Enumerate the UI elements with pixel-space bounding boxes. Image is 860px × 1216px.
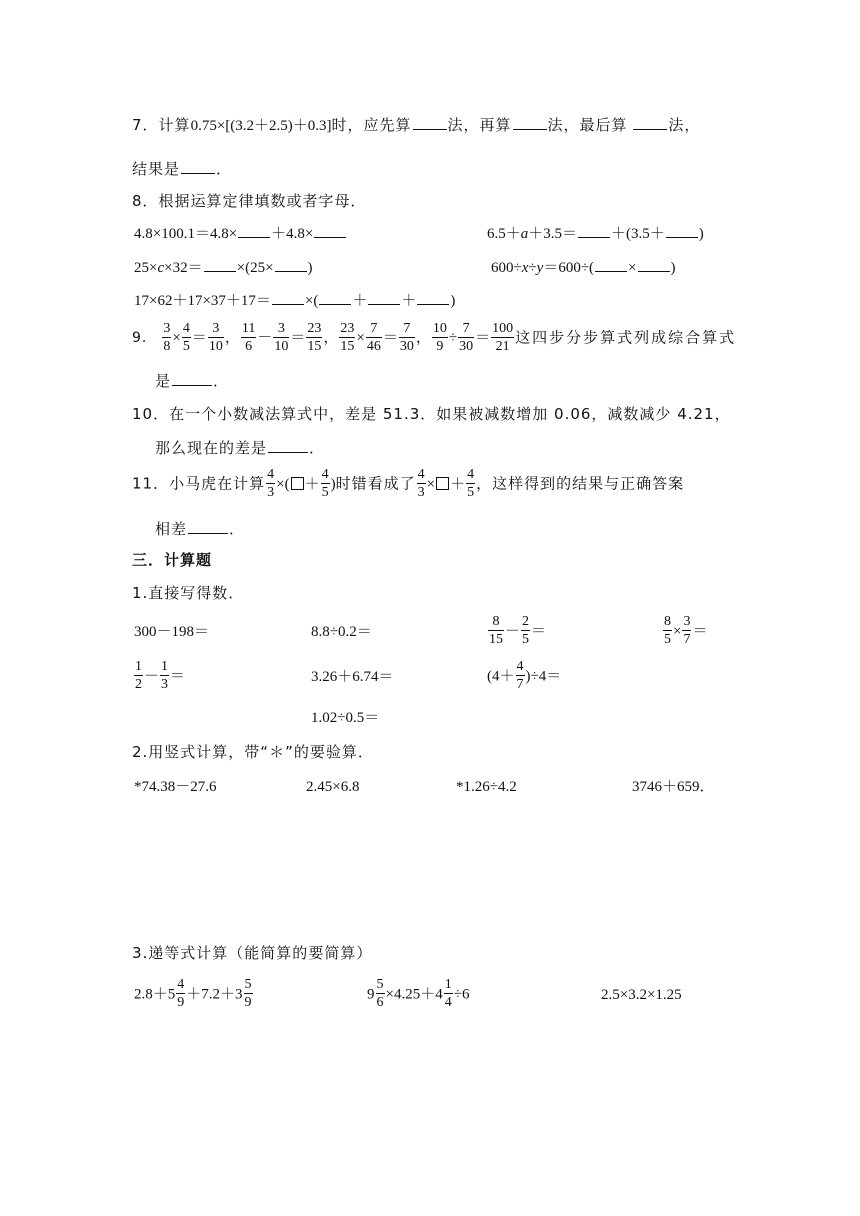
answer-blank[interactable]	[275, 270, 307, 272]
fraction: $\frac{5}{6}$	[376, 977, 384, 1010]
fraction: $\frac{3}{7}$	[683, 614, 691, 647]
s1-item-g	[487, 660, 561, 692]
fraction: $\frac{4}{5}$	[467, 467, 475, 500]
q7-text: 法，再算	[447, 116, 512, 134]
expr-text: ×4.25＋4	[385, 986, 443, 1003]
q7-line1	[132, 118, 700, 134]
fraction: $\frac{5}{9}$	[244, 977, 252, 1010]
q11-text: 时错看成了	[335, 474, 416, 493]
s2-title: 2.用竖式计算，带“＊”的要验算．	[132, 743, 374, 761]
s3-item-c: 2.5×3.2×1.25	[601, 987, 682, 1003]
operator: ÷	[448, 330, 458, 346]
q7-text: 计算	[158, 116, 191, 134]
fraction: $\frac{23}{15}$	[340, 321, 355, 354]
expr-text: ＋4.8×	[271, 226, 314, 242]
fraction: $\frac{7}{30}$	[459, 321, 474, 354]
operator: ＝	[382, 330, 398, 346]
operator: －	[505, 623, 521, 640]
q11-text: ．	[229, 520, 246, 538]
q8-row1a	[134, 227, 347, 242]
expr-text: ＋(3.5＋	[611, 226, 665, 242]
expr-text: ×32＝	[164, 260, 203, 276]
q8-row2b	[491, 261, 676, 276]
operator: ＋	[304, 476, 320, 493]
operator: ×	[356, 330, 365, 346]
paren: )	[330, 476, 336, 493]
s2-item-c: *1.26÷4.2	[456, 779, 517, 795]
q8-row3	[134, 294, 455, 309]
fraction: $\frac{3}{10}$	[208, 321, 223, 354]
expr-text: )	[307, 260, 313, 276]
s2-item-a: *74.38－27.6	[134, 779, 217, 795]
s2-item-d: 3746＋659．	[632, 779, 715, 795]
answer-blank[interactable]	[319, 303, 351, 305]
answer-blank[interactable]	[578, 236, 610, 238]
answer-blank[interactable]	[633, 128, 667, 130]
expr-text: 9	[367, 986, 375, 1003]
answer-blank[interactable]	[238, 236, 270, 238]
fraction: $\frac{1}{3}$	[161, 659, 169, 692]
operator: －	[144, 668, 160, 685]
section-heading: 三．计算题	[132, 551, 213, 569]
answer-blank[interactable]	[417, 303, 449, 305]
q8-title: 8．根据运算定律填数或者字母．	[132, 192, 367, 210]
q9-line1	[132, 322, 736, 354]
q7-text: 法，最后算	[547, 116, 628, 134]
expr-text: ＝600÷(	[543, 260, 595, 276]
q7-line2	[132, 162, 232, 177]
s3-title: 3.递等式计算（能简算的要简算）	[132, 944, 373, 962]
s1-item-e	[133, 660, 185, 692]
expr-text: )	[698, 226, 704, 242]
q8-row2a	[134, 261, 313, 276]
expr-text: ×	[628, 260, 637, 276]
answer-blank[interactable]	[595, 270, 627, 272]
square-placeholder-icon	[436, 477, 449, 490]
expr-text: 2.8＋5	[134, 986, 176, 1003]
fraction: $\frac{3}{8}$	[163, 321, 171, 354]
q7-text: 时，应先算	[331, 116, 412, 134]
fraction: $\frac{4}{5}$	[182, 321, 190, 354]
expr-text: 6.5＋	[487, 226, 521, 242]
q7-text: ．	[216, 160, 233, 178]
operator: ＝	[475, 330, 491, 346]
operator: －	[257, 330, 273, 346]
q10-line2	[155, 441, 325, 456]
answer-blank[interactable]	[368, 303, 400, 305]
operator: ＝	[290, 330, 306, 346]
operator: ×	[172, 330, 181, 346]
variable: x	[521, 260, 529, 276]
fraction: $\frac{8}{15}$	[489, 614, 503, 647]
operator: ×	[426, 476, 436, 493]
q11-number: 11．	[132, 474, 170, 493]
s1-item-d	[662, 615, 707, 647]
operator: ＝	[170, 668, 186, 685]
expr-text: ＋3.5＝	[528, 226, 578, 242]
fraction: $\frac{2}{5}$	[522, 614, 530, 647]
expr-text: 25×	[134, 260, 158, 276]
operator: ×	[673, 623, 682, 640]
operator: ，	[323, 330, 339, 346]
operator: ，	[415, 330, 431, 346]
q9-text: 是	[155, 372, 172, 390]
expr-text: ÷6	[453, 986, 470, 1003]
expr-text: ＋	[352, 293, 368, 309]
expr-text: )	[450, 293, 456, 309]
expr-text: ÷	[528, 260, 537, 276]
q10-text: ．	[309, 439, 326, 457]
q8-row1b	[487, 227, 704, 242]
answer-blank[interactable]	[272, 303, 304, 305]
s1-item-h: 1.02÷0.5＝	[311, 710, 380, 726]
fraction: $\frac{23}{15}$	[307, 321, 322, 354]
square-placeholder-icon	[291, 477, 304, 490]
paren: (	[284, 476, 290, 493]
q9-number: 9．	[132, 330, 157, 346]
expr-text: 17×62＋17×37＋17＝	[134, 293, 271, 309]
operator: ＝	[531, 623, 547, 640]
s1-title: 1.直接写得数．	[132, 584, 245, 602]
q10-line1: 10．在一个小数减法算式中，差是 51.3．如果被减数增加 0.06，减数减少 4.21，	[132, 405, 731, 423]
variable: a	[520, 226, 529, 242]
fraction: $\frac{1}{4}$	[444, 977, 452, 1010]
fraction: $\frac{4}{7}$	[516, 659, 524, 692]
answer-blank[interactable]	[638, 270, 670, 272]
answer-blank[interactable]	[314, 236, 346, 238]
fraction: $\frac{7}{46}$	[366, 321, 381, 354]
fraction: $\frac{1}{2}$	[135, 659, 142, 692]
operator: ×	[276, 476, 285, 493]
q9-line2	[155, 374, 229, 389]
fraction: $\frac{8}{5}$	[664, 614, 671, 647]
fraction: $\frac{11}{6}$	[241, 321, 256, 354]
expr-text: (4＋	[487, 668, 515, 685]
q11-text: ，这样得到的结果与正确答案	[476, 474, 685, 493]
answer-blank[interactable]	[204, 270, 236, 272]
operator: ，	[224, 330, 240, 346]
expr-text: 600÷	[491, 260, 522, 276]
s1-item-c	[487, 615, 546, 647]
expr-text: ＋	[401, 293, 417, 309]
operator: ＝	[191, 330, 207, 346]
q11-line2	[155, 522, 245, 537]
answer-blank[interactable]	[513, 128, 547, 130]
fraction: $\frac{3}{10}$	[274, 321, 289, 354]
operator: ＋	[450, 476, 466, 493]
fraction: $\frac{4}{3}$	[267, 467, 275, 500]
expr-text: ×(	[304, 293, 319, 309]
expr-text: 4.8×100.1＝4.8×	[134, 226, 238, 242]
fraction: $\frac{10}{9}$	[432, 321, 447, 354]
q7-text: 结果是	[132, 160, 181, 178]
s3-item-a	[134, 978, 254, 1010]
q9-text: ．	[213, 372, 230, 390]
q7-expression: 0.75×[(3.2＋2.5)＋0.3]	[190, 118, 332, 134]
q11-line1	[132, 468, 684, 500]
answer-blank[interactable]	[188, 532, 228, 534]
s1-item-f: 3.26＋6.74＝	[311, 669, 394, 685]
answer-blank[interactable]	[172, 384, 212, 386]
answer-blank[interactable]	[268, 451, 308, 453]
answer-blank[interactable]	[413, 128, 447, 130]
answer-blank[interactable]	[181, 172, 215, 174]
q11-text: 小马虎在计算	[169, 474, 266, 493]
fraction: $\frac{7}{30}$	[399, 321, 414, 354]
answer-blank[interactable]	[666, 236, 698, 238]
expr-text: )	[670, 260, 676, 276]
fraction: $\frac{4}{3}$	[417, 467, 425, 500]
expr-text: ×(25×	[236, 260, 274, 276]
q10-text: 那么现在的差是	[155, 439, 268, 457]
variable: c	[157, 260, 165, 276]
operator: ＝	[692, 623, 708, 640]
fraction: $\frac{4}{5}$	[321, 467, 329, 500]
q9-text: 这四步分步算式列成综合算式	[515, 328, 737, 347]
variable: y	[536, 260, 544, 276]
s2-item-b: 2.45×6.8	[306, 779, 360, 795]
s1-item-b: 8.8÷0.2＝	[311, 624, 372, 640]
q11-text: 相差	[155, 520, 188, 538]
fraction: $\frac{100}{21}$	[492, 321, 514, 354]
fraction: $\frac{4}{9}$	[177, 977, 185, 1010]
s3-item-b	[367, 978, 469, 1010]
q7-text: 法，	[668, 116, 701, 134]
expr-text: )÷4＝	[525, 668, 562, 685]
q7-number: 7．	[132, 116, 159, 134]
expr-text: ＋7.2＋3	[186, 986, 243, 1003]
s1-item-a: 300－198＝	[134, 624, 210, 640]
